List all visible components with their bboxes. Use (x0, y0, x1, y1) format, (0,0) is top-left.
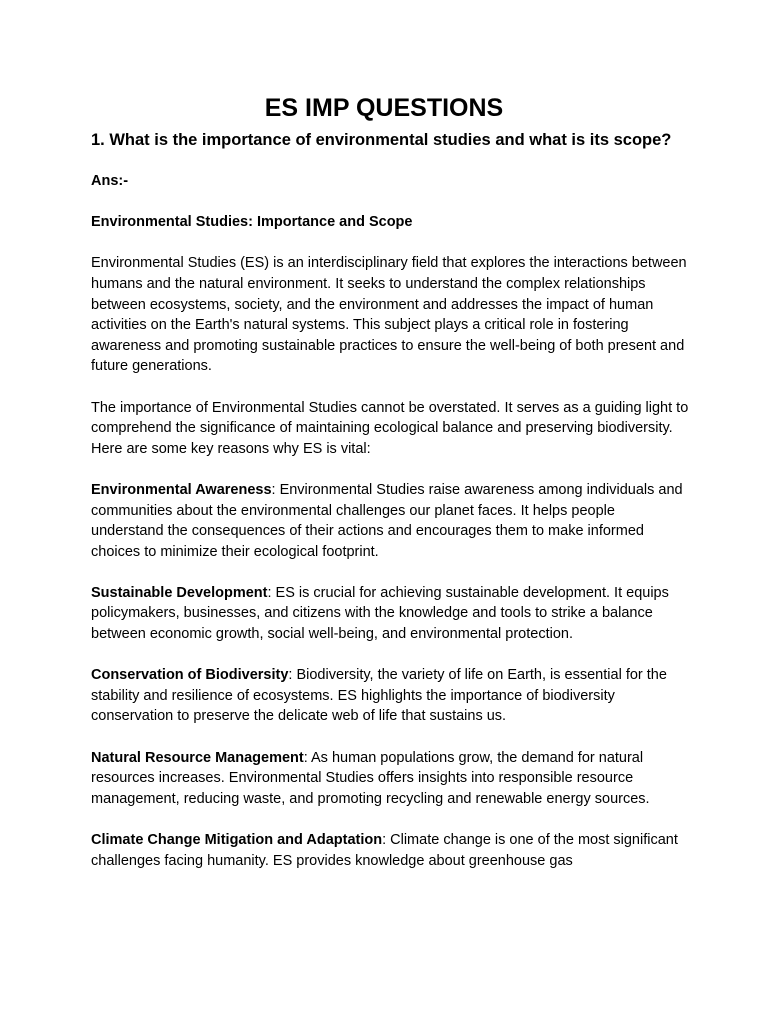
intro-paragraph: Environmental Studies (ES) is an interdisciplinary field that explores the interactions between humans and the natural environment. It seeks to understand the complex relationships between ecosystems, society, and the environment and addresses the impact of human activities on the Earth's natural systems. This subject plays a critical role in fostering awareness and promoting sustainable practices to ensure the well-being of both present and future generations. (91, 255, 687, 375)
page-title: ES IMP QUESTIONS (264, 94, 504, 122)
question-heading: 1. What is the importance of environmental studies and what is its scope? (91, 131, 672, 149)
point-term: Climate Change Mitigation and Adaptation (91, 832, 383, 848)
point-term: Natural Resource Management (91, 749, 304, 766)
point-paragraph (91, 748, 691, 810)
point-term: Conservation of Biodiversity (91, 667, 289, 684)
point-paragraph (91, 830, 691, 871)
point-term: Sustainable Development (91, 584, 268, 601)
answer-label: Ans:- (91, 173, 129, 189)
point-paragraph (91, 665, 691, 727)
point-term: Environmental Awareness (91, 481, 272, 498)
point-text: : As human populations grow, the demand for natural resources increases. Environmental Studies offers insights into responsible resource management, reducing waste, and promoting recycling and renewable energy sources. (91, 749, 650, 807)
point-text: : Environmental Studies raise awareness among individuals and communities about the environmental challenges our planet faces. It helps people understand the consequences of their actions and encourages them to make informed choices to minimize their ecological footprint. (91, 481, 683, 560)
point-text: : ES is crucial for achieving sustainable development. It equips policymakers, businesses, and citizens with the knowledge and tools to strike a balance between economic growth, social well-being, and environmental protection. (91, 584, 669, 643)
point-paragraph (91, 583, 691, 645)
point-text: : Climate change is one of the most significant challenges facing humanity. ES provides knowledge about greenhouse gas (91, 832, 678, 869)
document-body (91, 128, 691, 892)
intro-paragraph: The importance of Environmental Studies cannot be overstated. It serves as a guiding light to comprehend the significance of maintaining ecological balance and preserving biodiversity. Here are some key reasons why ES is vital: (91, 399, 689, 457)
point-paragraph (91, 480, 691, 562)
section-subheading: Environmental Studies: Importance and Scope (91, 214, 413, 231)
point-text: : Biodiversity, the variety of life on Earth, is essential for the stability and resilience of ecosystems. ES highlights the importance of biodiversity conservation to preserve the delicate web of life that sustains us. (91, 667, 667, 725)
